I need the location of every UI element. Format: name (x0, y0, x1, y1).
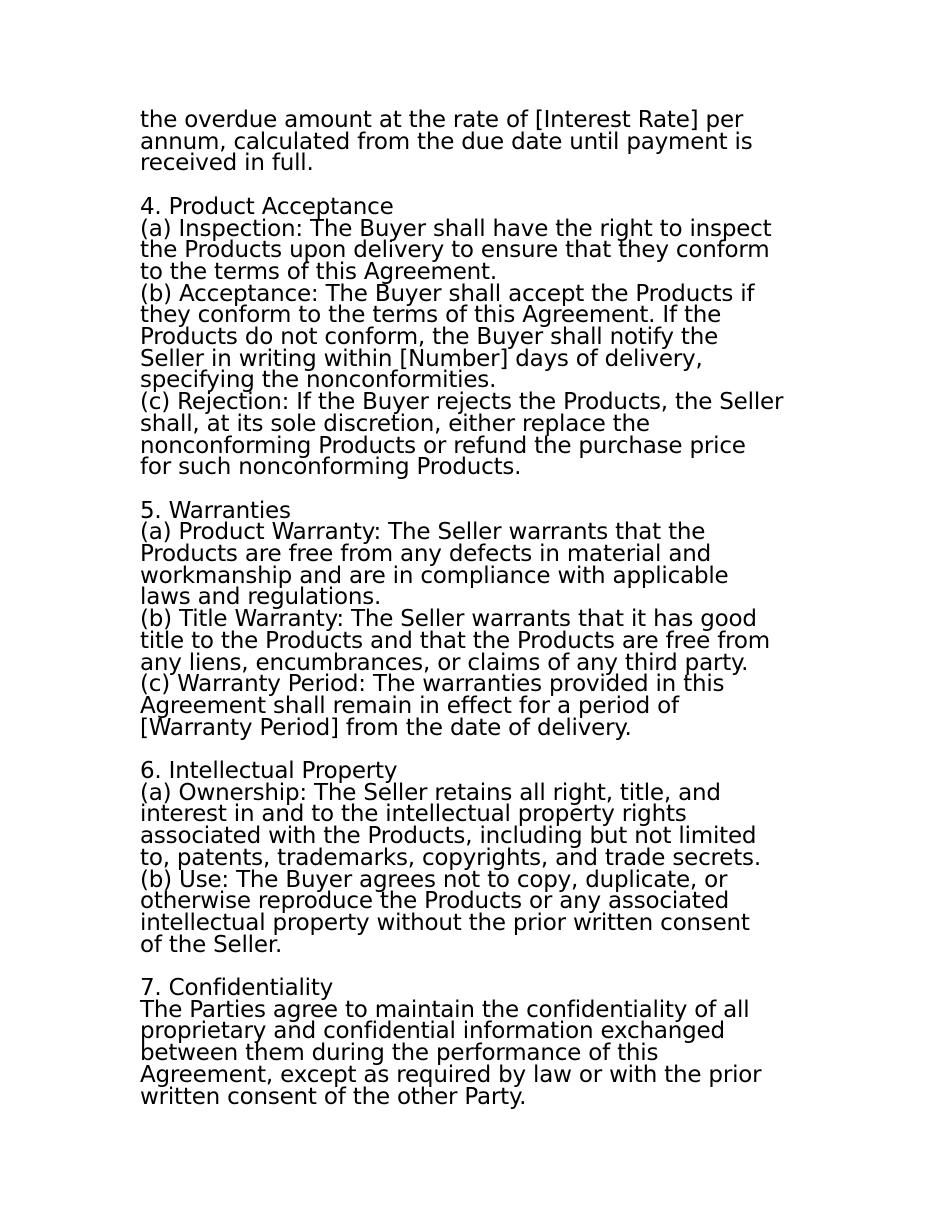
intro-paragraph (140, 107, 820, 177)
text-line: they conform to the terms of this Agreement. If the (140, 302, 722, 329)
section-heading: 7. Confidentiality (140, 975, 334, 1002)
text-line: received in full. (140, 150, 314, 177)
text-line: for such nonconforming Products. (140, 454, 522, 481)
text-line: written consent of the other Party. (140, 1083, 527, 1110)
text-line: the Products upon delivery to ensure that they conform (140, 237, 770, 264)
text-line: (a) Inspection: The Buyer shall have the right to inspect (140, 215, 772, 242)
document-page (140, 107, 820, 1110)
text-line: specifying the nonconformities. (140, 367, 497, 394)
section-heading: 4. Product Acceptance (140, 193, 394, 220)
text-line: to, patents, trademarks, copyrights, and trade secrets. (140, 844, 761, 871)
text-line: The Parties agree to maintain the confidentiality of all (140, 996, 750, 1023)
text-line: proprietary and confidential information exchanged (140, 1018, 725, 1045)
text-line: otherwise reproduce the Products or any associated (140, 888, 730, 915)
text-line: Products are free from any defects in material and (140, 541, 712, 568)
section-warranties (140, 497, 820, 741)
text-line: to the terms of this Agreement. (140, 258, 497, 285)
text-line: laws and regulations. (140, 584, 382, 611)
text-line: annum, calculated from the due date until payment is (140, 128, 753, 155)
text-line: workmanship and are in compliance with applicable (140, 562, 729, 589)
text-line: interest in and to the intellectual property rights (140, 801, 687, 828)
text-line: shall, at its sole discretion, either replace the (140, 410, 650, 437)
text-line: (a) Product Warranty: The Seller warrants that the (140, 519, 706, 546)
text-line: intellectual property without the prior written consent (140, 909, 750, 936)
text-line: between them during the performance of this (140, 1040, 659, 1067)
text-line: (b) Title Warranty: The Seller warrants that it has good (140, 606, 757, 633)
section-intellectual-property (140, 758, 820, 958)
text-line: (b) Acceptance: The Buyer shall accept the Products if (140, 280, 755, 307)
text-line: (c) Rejection: If the Buyer rejects the Products, the Seller (140, 389, 784, 416)
text-line: (a) Ownership: The Seller retains all right, title, and (140, 779, 721, 806)
section-product-acceptance (140, 193, 820, 481)
text-line: nonconforming Products or refund the purchase price (140, 432, 746, 459)
text-line: (c) Warranty Period: The warranties provided in this (140, 671, 725, 698)
text-line: associated with the Products, including but not limited (140, 823, 757, 850)
section-heading: 5. Warranties (140, 497, 291, 524)
text-line: of the Seller. (140, 931, 283, 958)
text-line: Seller in writing within [Number] days of delivery, (140, 345, 703, 372)
text-line: any liens, encumbrances, or claims of any third party. (140, 649, 749, 676)
text-line: Agreement shall remain in effect for a period of (140, 692, 679, 719)
text-line: title to the Products and that the Products are free from (140, 627, 770, 654)
text-line: Agreement, except as required by law or with the prior (140, 1061, 762, 1088)
text-line: Products do not conform, the Buyer shall notify the (140, 324, 719, 351)
section-heading: 6. Intellectual Property (140, 758, 398, 785)
text-line: the overdue amount at the rate of [Interest Rate] per (140, 107, 744, 133)
text-line: (b) Use: The Buyer agrees not to copy, duplicate, or (140, 866, 728, 893)
section-confidentiality (140, 975, 820, 1110)
text-line: [Warranty Period] from the date of delivery. (140, 714, 632, 741)
